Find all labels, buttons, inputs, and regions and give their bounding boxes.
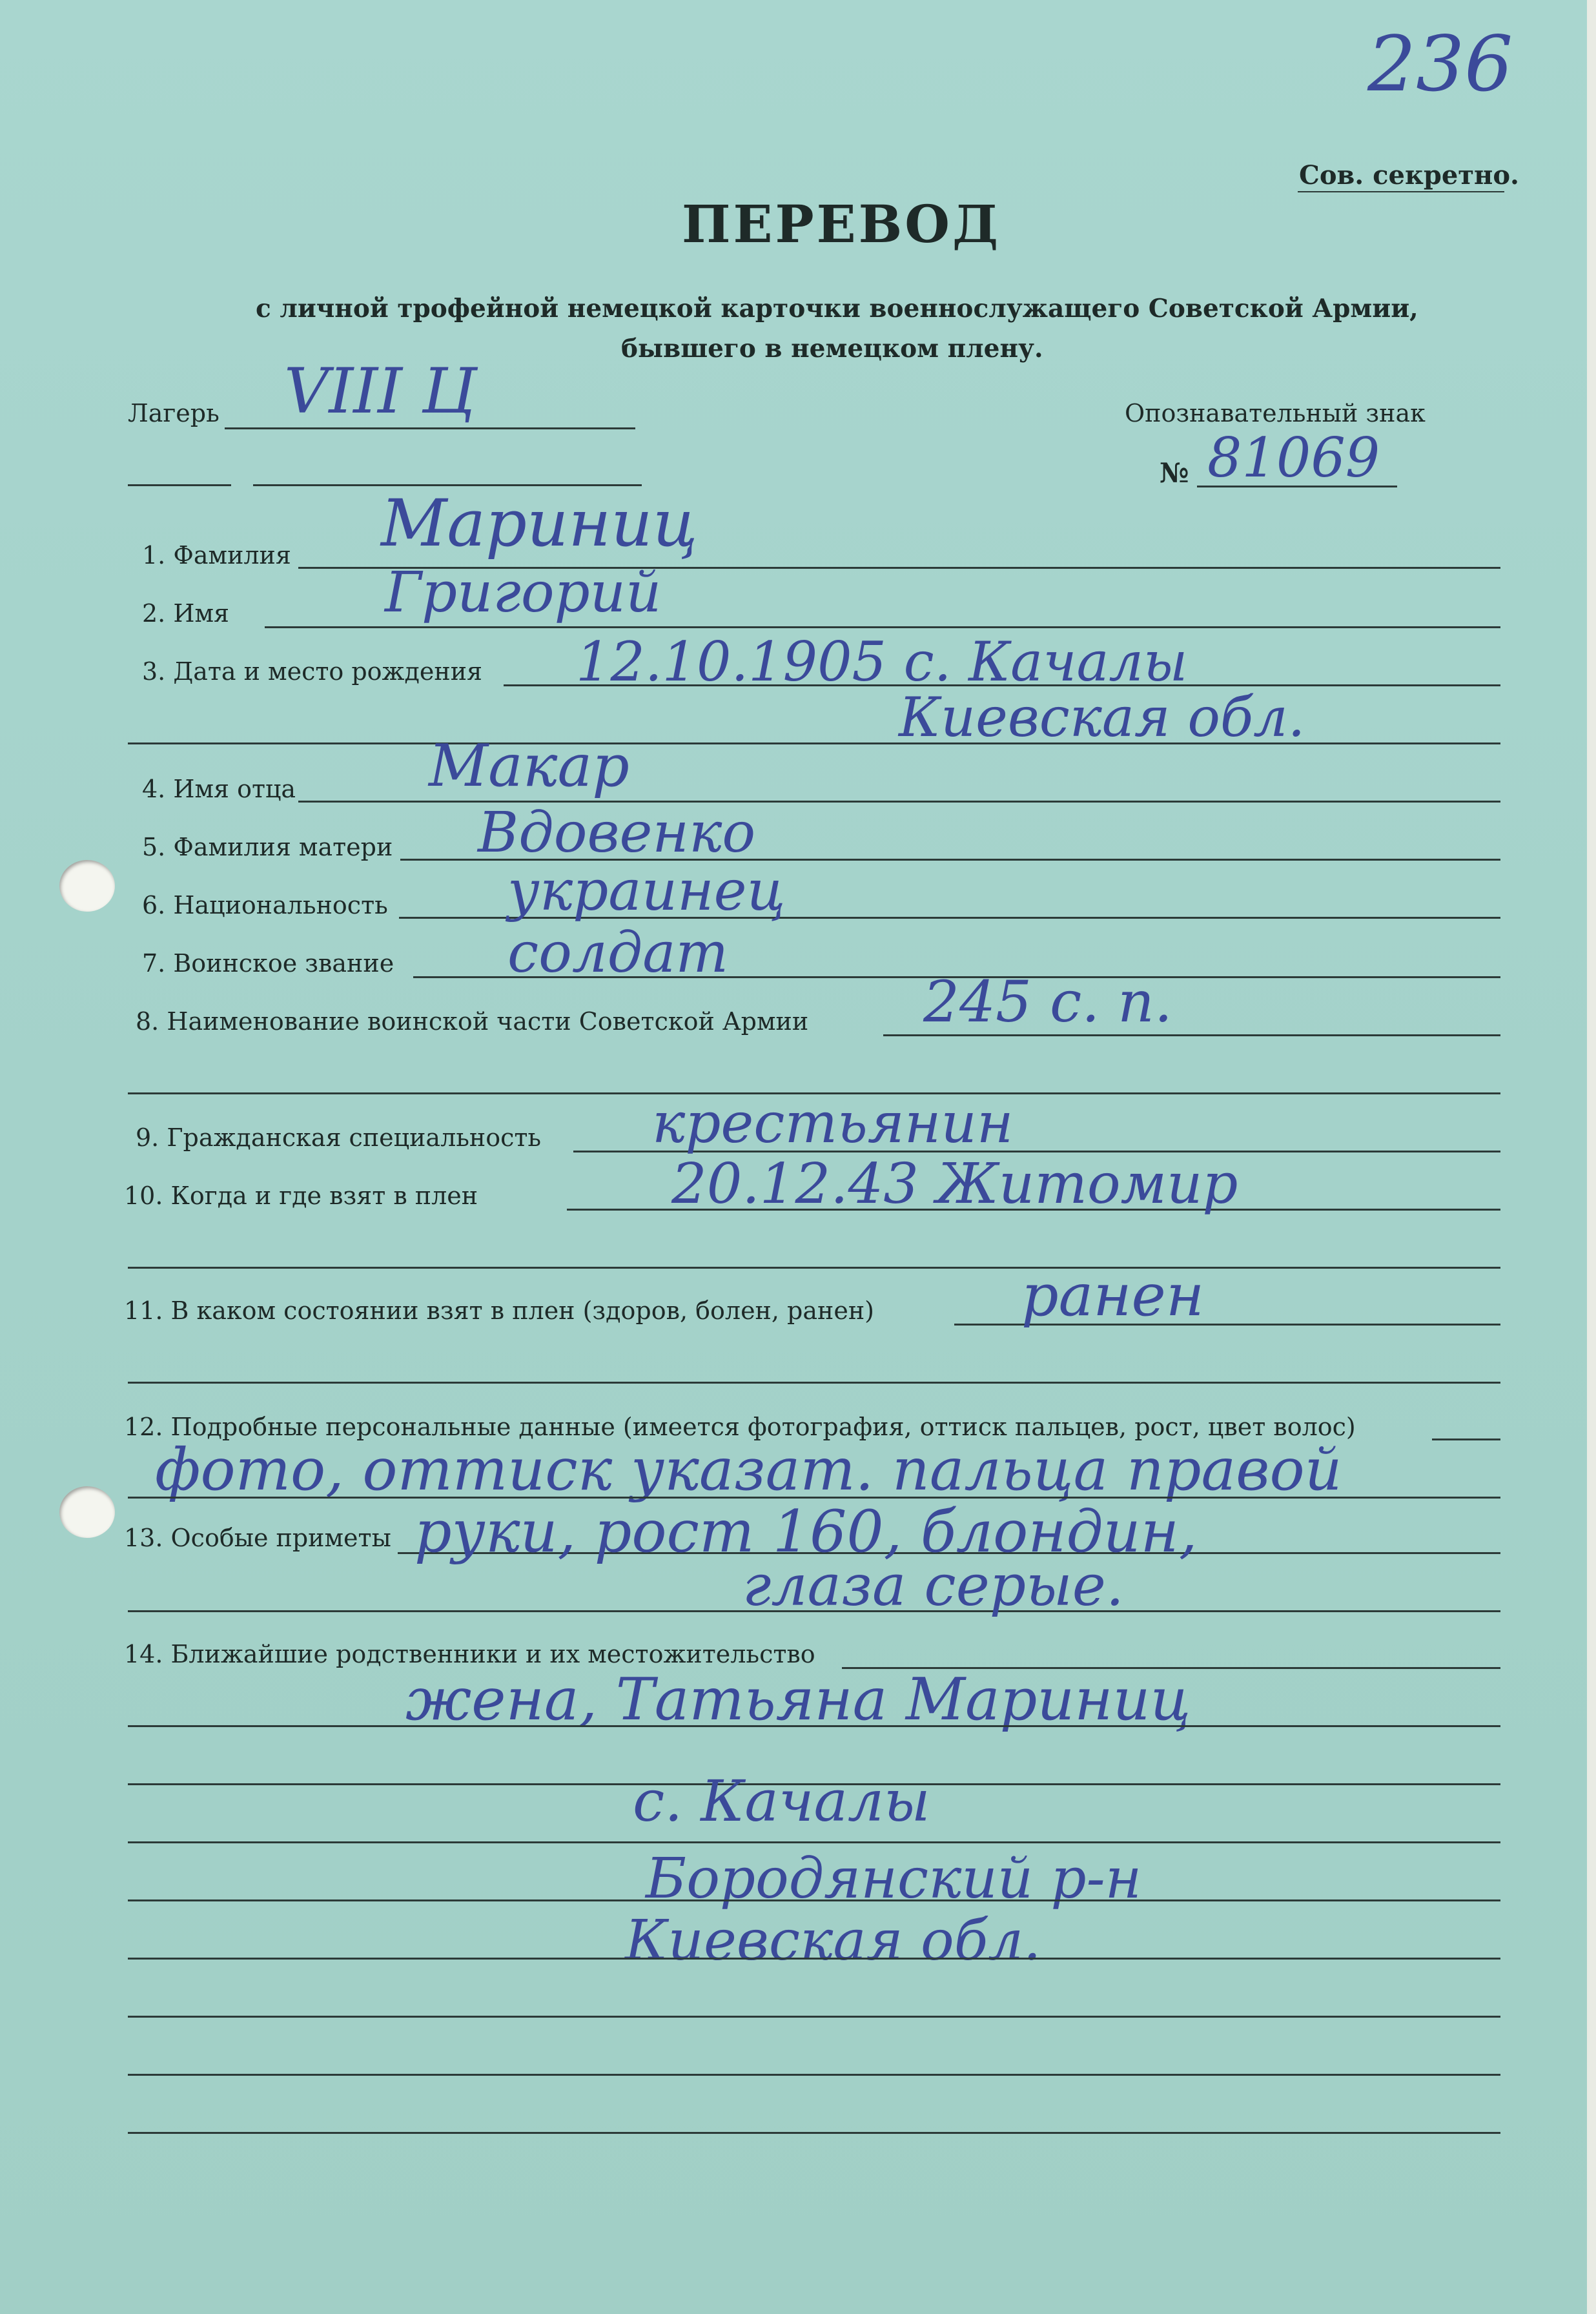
father-name-label: 4. Имя отца bbox=[142, 775, 296, 803]
surname-value: Мариниц bbox=[381, 486, 698, 561]
unit-value: 245 с. п. bbox=[923, 968, 1172, 1035]
birth-value-line2: Киевская обл. bbox=[899, 686, 1305, 749]
birth-value-line1: 12.10.1905 с. Качалы bbox=[576, 630, 1188, 693]
father-name-value: Макар bbox=[429, 732, 629, 800]
first-name-line bbox=[265, 626, 1500, 628]
relatives-value-line1: жена, Татьяна Мариниц bbox=[405, 1666, 1191, 1734]
capture-label: 10. Когда и где взят в плен bbox=[124, 1182, 478, 1210]
relatives-line6 bbox=[128, 1958, 1500, 1960]
secrecy-stamp: Сов. секретно. bbox=[1299, 160, 1519, 190]
personal-data-line bbox=[1432, 1439, 1500, 1440]
personal-data-label: 12. Подробные персональные данные (имеется фотография, оттиск пальцев, рост, цвет волос) bbox=[124, 1413, 1356, 1441]
subtitle-line1: с личной трофейной немецкой карточки военнослужащего Советской Армии, bbox=[256, 294, 1418, 323]
rank-value: солдат bbox=[507, 921, 729, 985]
birth-label: 3. Дата и место рождения bbox=[142, 657, 483, 686]
tag-number-sign: № bbox=[1160, 457, 1189, 489]
punch-hole-bottom bbox=[59, 1486, 115, 1538]
features-label: 13. Особые приметы bbox=[124, 1524, 391, 1552]
camp-line bbox=[225, 427, 635, 429]
relatives-value-line3: Бородянский р-н bbox=[646, 1847, 1142, 1911]
profession-label: 9. Гражданская специальность bbox=[136, 1123, 542, 1152]
relatives-line8 bbox=[128, 2074, 1500, 2076]
rank-label: 7. Воинское звание bbox=[142, 949, 394, 978]
nationality-label: 6. Национальность bbox=[142, 891, 388, 919]
nationality-value: украинец bbox=[507, 859, 786, 923]
condition-line2 bbox=[128, 1382, 1500, 1384]
condition-value: ранен bbox=[1021, 1262, 1205, 1329]
mother-surname-value: Вдовенко bbox=[478, 801, 756, 865]
document-title: ПЕРЕВОД bbox=[682, 194, 1001, 254]
relatives-line7 bbox=[128, 2016, 1500, 2018]
camp-value: VIII Ц bbox=[284, 355, 476, 427]
archive-number: 236 bbox=[1367, 19, 1513, 108]
features-value-line2: глаза серые. bbox=[742, 1552, 1124, 1619]
paper-edge bbox=[1587, 0, 1596, 2314]
punch-hole-top bbox=[59, 860, 115, 912]
surname-label: 1. Фамилия bbox=[142, 541, 291, 569]
features-value-line1: руки, рост 160, блондин, bbox=[414, 1498, 1198, 1566]
relatives-value-line2: с. Качалы bbox=[633, 1768, 930, 1834]
condition-label: 11. В каком состоянии взят в плен (здоров, болен, ранен) bbox=[124, 1296, 874, 1325]
first-name-label: 2. Имя bbox=[142, 599, 230, 628]
first-name-value: Григорий bbox=[385, 560, 662, 625]
mother-surname-label: 5. Фамилия матери bbox=[142, 833, 393, 861]
unit-label: 8. Наименование воинской части Советской Армии bbox=[136, 1007, 809, 1036]
secrecy-underline bbox=[1298, 191, 1504, 192]
relatives-line9 bbox=[128, 2132, 1500, 2134]
relatives-label: 14. Ближайшие родственники и их местожительство bbox=[124, 1640, 815, 1668]
relatives-value-line4: Киевская обл. bbox=[625, 1909, 1041, 1973]
tag-number: 81069 bbox=[1207, 426, 1380, 489]
profession-value: крестьянин bbox=[652, 1091, 1014, 1156]
tag-label: Опознавательный знак bbox=[1125, 399, 1426, 427]
capture-line2 bbox=[128, 1267, 1500, 1269]
camp-label: Лагерь bbox=[128, 399, 220, 427]
camp-line2a bbox=[128, 484, 231, 486]
relatives-line2 bbox=[128, 1725, 1500, 1727]
relatives-line4 bbox=[128, 1841, 1500, 1843]
subtitle-line2: бывшего в немецком плену. bbox=[621, 334, 1043, 363]
capture-value: 20.12.43 Житомир bbox=[671, 1152, 1238, 1216]
relatives-line5 bbox=[128, 1899, 1500, 1901]
personal-data-value: фото, оттиск указат. пальца правой bbox=[155, 1436, 1342, 1504]
